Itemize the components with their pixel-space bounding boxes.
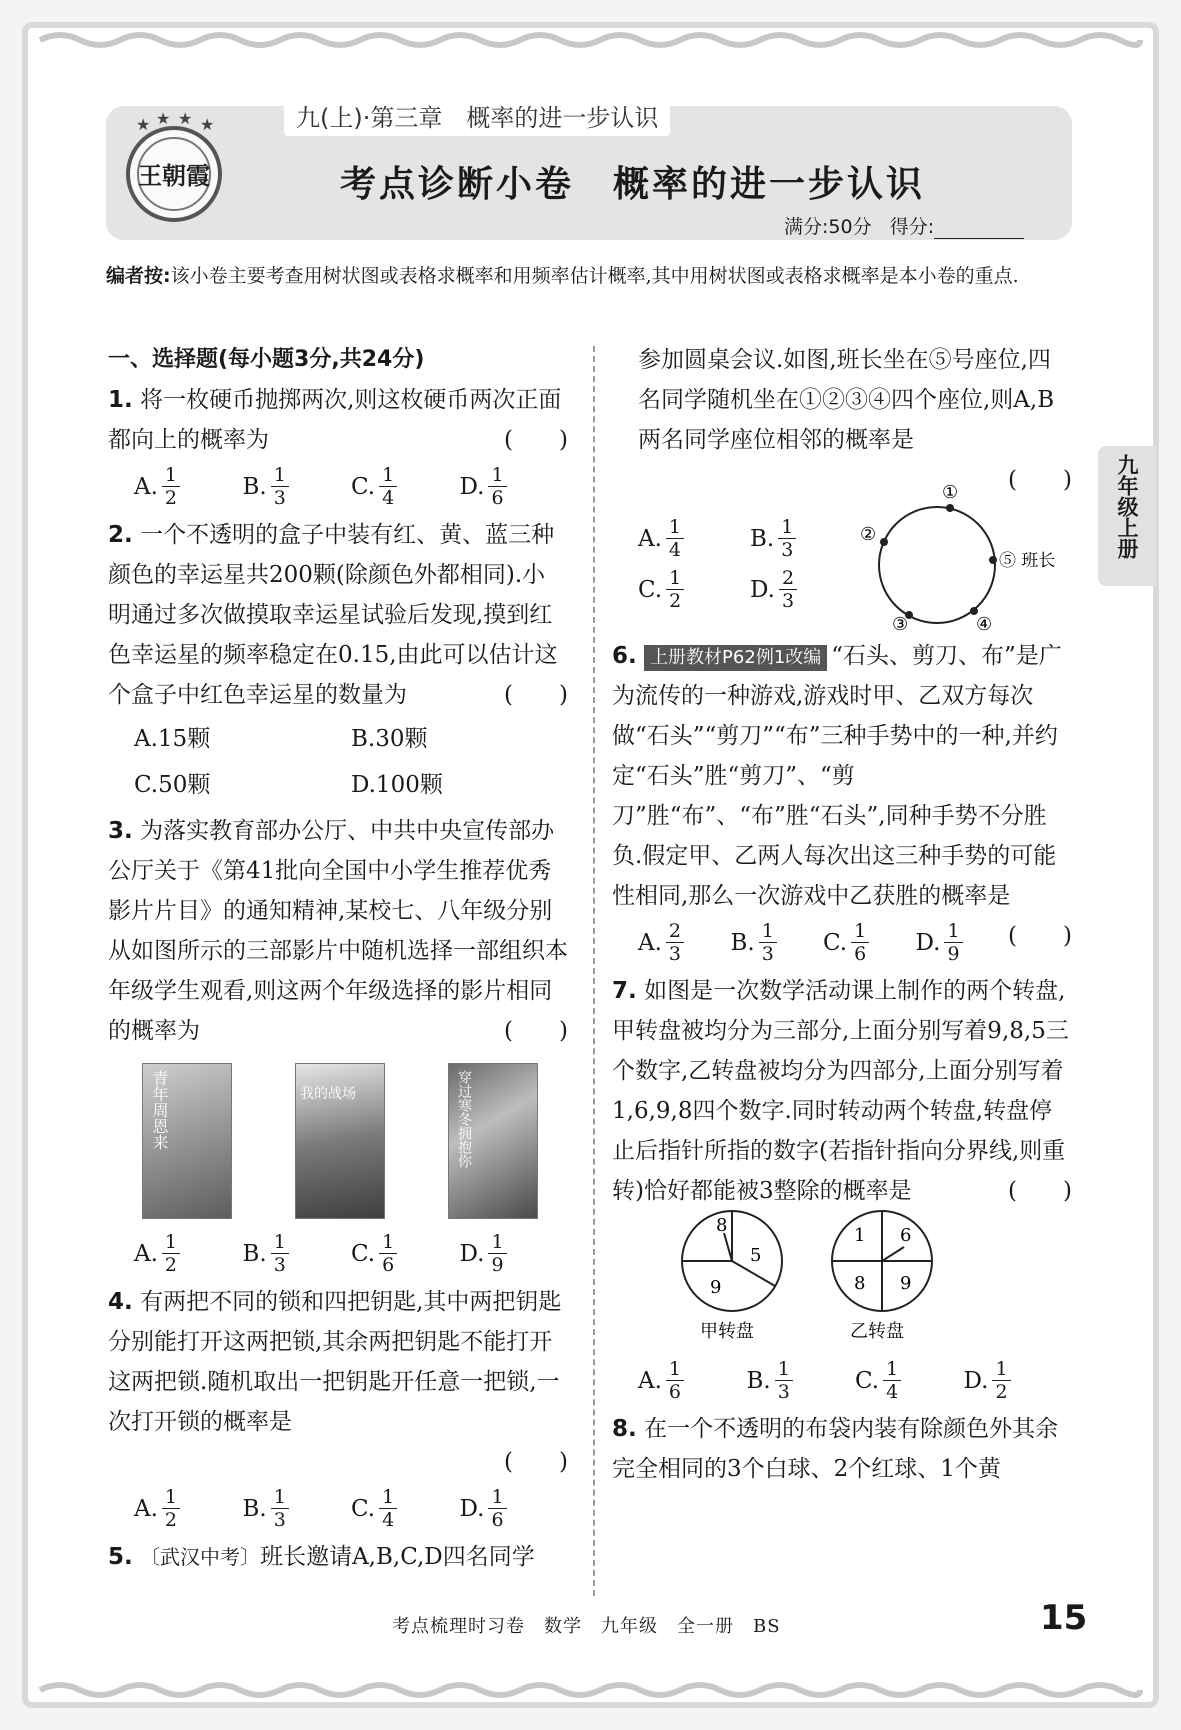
question-2 (108, 515, 568, 715)
seat-1: ① (942, 482, 959, 503)
score-blank[interactable] (934, 220, 1024, 239)
grade-side-tab: 九年级上册 (1098, 446, 1156, 586)
question-text: 参加圆桌会议.如图,班长坐在⑤号座位,四名同学随机坐在①②③④四个座位,则A,B两名同学座位相邻的概率是 (638, 347, 1055, 453)
seat-3: ③ (892, 614, 909, 635)
svg-text:6: 6 (900, 1225, 912, 1246)
options-q2-row2 (108, 765, 568, 805)
question-number: 4. (108, 1289, 133, 1315)
svg-text:8: 8 (854, 1273, 866, 1294)
option-b[interactable]: B. $\frac{1}{3}$ (750, 516, 862, 561)
option-d[interactable]: D. $\frac{1}{2}$ (964, 1358, 1073, 1403)
question-number: 8. (612, 1416, 637, 1442)
question-4 (108, 1282, 568, 1482)
score-box (784, 212, 1024, 239)
option-b[interactable]: B. $\frac{1}{3}$ (243, 464, 352, 509)
options-q5-row2 (612, 567, 862, 612)
option-a[interactable]: A.15颗 (134, 726, 211, 752)
answer-paren[interactable]: ( ) (504, 1018, 568, 1044)
question-1 (108, 380, 568, 460)
question-text: 在一个不透明的布袋内装有除颜色外其余完全相同的3个白球、2个红球、1个黄 (612, 1416, 1059, 1482)
question-text: 班长邀请A,B,C,D四名同学 (260, 1544, 535, 1570)
svg-text:★: ★ (200, 115, 215, 134)
question-8 (612, 1409, 1072, 1489)
option-d[interactable]: D. $\frac{1}{9}$ (460, 1231, 569, 1276)
option-d[interactable]: D. $\frac{2}{3}$ (750, 567, 862, 612)
options-q5-row1 (612, 516, 862, 561)
answer-paren[interactable]: ( ) (504, 1449, 568, 1475)
options-q4 (108, 1486, 568, 1531)
option-b[interactable]: B. $\frac{1}{3}$ (243, 1231, 352, 1276)
poster-1: 青年周恩来 (142, 1063, 232, 1219)
option-c[interactable]: C.50颗 (134, 772, 211, 798)
question-5-start (108, 1537, 568, 1577)
question-text: 为落实教育部办公厅、中共中央宣传部办公厅关于《第41批向全国中小学生推荐优秀影片片目》的通知精神,某校七、八年级分别从如图所示的三部影片中随机选择一部组织本年级学生观看,则这两个年级选择的影片相同的概率为 (108, 818, 568, 1044)
question-number: 7. (612, 978, 637, 1004)
question-3 (108, 811, 568, 1051)
option-c[interactable]: C. $\frac{1}{4}$ (855, 1358, 964, 1403)
option-d[interactable]: D. $\frac{1}{9}$ (916, 920, 1009, 965)
options-q1 (108, 464, 568, 509)
svg-text:王朝霞: 王朝霞 (138, 161, 210, 190)
question-number: 6. (612, 643, 637, 669)
left-column (108, 340, 568, 1577)
option-b[interactable]: B.30颗 (351, 726, 428, 752)
section-title: 一、选择题(每小题3分,共24分) (108, 347, 425, 372)
question-text: “石头、剪刀、布”是广为流传的一种游戏,游戏时甲、乙双方每次做“石头”“剪刀”“布”三种手势中的一种,并约定“石头”胜“剪刀”、“剪刀”胜“布”、“布”胜“石头”,同种手势不分胜负.假定甲、乙两人每次出这三种手势的可能性相同,那么一次游戏中乙获胜的概率是 (612, 643, 1062, 909)
question-text: 如图是一次数学活动课上制作的两个转盘,甲转盘被均分为三部分,上面分别写着9,8,5三个数字,乙转盘被均分为四部分,上面分别写着1,6,9,8四个数字.同时转动两个转盘,转盘停止后指针所指的数字(若指针指向分界线,则重转)恰好都能被3整除的概率是 (612, 978, 1069, 1204)
answer-paren[interactable]: ( ) (1008, 467, 1072, 493)
svg-text:★: ★ (136, 115, 151, 134)
q5-options-and-figure (612, 482, 1072, 635)
option-b[interactable]: B. $\frac{1}{3}$ (243, 1486, 352, 1531)
answer-paren[interactable]: ( ) (504, 682, 568, 708)
option-d[interactable]: D. $\frac{1}{6}$ (460, 1486, 569, 1531)
spinners-figure (672, 1211, 1032, 1341)
question-number: 3. (108, 818, 133, 844)
question-7 (612, 971, 1072, 1211)
spinner-a-label: 甲转盘 (700, 1321, 754, 1342)
editor-note-label: 编者按: (106, 265, 171, 287)
option-b[interactable]: B. $\frac{1}{3}$ (747, 1358, 856, 1403)
footer-text: 考点梳理时习卷 数学 九年级 全一册 BS (392, 1616, 781, 1637)
question-source: 〔武汉中考〕 (140, 1545, 261, 1569)
option-b[interactable]: B. $\frac{1}{3}$ (731, 920, 824, 965)
paper-title: 考点诊断小卷 概率的进一步认识 (340, 164, 926, 205)
question-number: 1. (108, 387, 133, 413)
spinner-b (832, 1211, 932, 1342)
question-text: 有两把不同的锁和四把钥匙,其中两把钥匙分别能打开这两把锁,其余两把钥匙不能打开这两把锁.随机取出一把钥匙开任意一把锁,一次打开锁的概率是 (108, 1289, 562, 1435)
round-table-figure (860, 482, 1062, 635)
seat-5: ⑤ 班长 (999, 551, 1056, 571)
seat-2: ② (860, 524, 877, 545)
options-q7 (612, 1358, 1072, 1403)
question-text: 一个不透明的盒子中装有红、黄、蓝三种颜色的幸运星共200颗(除颜色外都相同).小明通过多次做摸取幸运星试验后发现,摸到红色幸运星的频率稳定在0.15,由此可以估计这个盒子中红色幸运星的数量为 (108, 522, 558, 708)
svg-text:9: 9 (710, 1277, 722, 1298)
svg-text:8: 8 (716, 1215, 728, 1236)
option-c[interactable]: C. $\frac{1}{4}$ (351, 1486, 460, 1531)
publisher-logo (116, 109, 232, 224)
svg-text:★: ★ (178, 109, 193, 128)
question-number: 2. (108, 522, 133, 548)
svg-text:9: 9 (900, 1273, 912, 1294)
spinner-b-label: 乙转盘 (850, 1321, 904, 1342)
option-a[interactable]: A. $\frac{1}{6}$ (638, 1358, 747, 1403)
svg-text:★: ★ (156, 109, 171, 128)
editor-note-text: 该小卷主要考查用树状图或表格求概率和用频率估计概率,其中用树状图或表格求概率是本小卷的重点. (170, 265, 1019, 287)
option-d[interactable]: D.100颗 (351, 772, 443, 798)
option-a[interactable]: A. $\frac{1}{2}$ (134, 464, 243, 509)
chapter-label: 九(上)·第三章 概率的进一步认识 (284, 100, 670, 136)
page-number: 15 (1040, 1598, 1088, 1638)
option-d[interactable]: D. $\frac{1}{6}$ (460, 464, 569, 509)
score-label: 得分: (889, 216, 935, 238)
editor-note (106, 260, 1076, 292)
option-a[interactable]: A. $\frac{1}{2}$ (134, 1231, 243, 1276)
right-column (612, 340, 1072, 1489)
answer-paren[interactable]: ( ) (1008, 923, 1072, 949)
svg-text:1: 1 (854, 1225, 866, 1246)
spinner-a (682, 1211, 782, 1342)
option-a[interactable]: A. $\frac{2}{3}$ (638, 920, 731, 965)
options-q6 (612, 920, 1008, 965)
answer-paren[interactable]: ( ) (504, 427, 568, 453)
answer-paren[interactable]: ( ) (1008, 1178, 1072, 1204)
option-c[interactable]: C. $\frac{1}{2}$ (638, 567, 750, 612)
column-divider (593, 346, 595, 1596)
option-c[interactable]: C. $\frac{1}{4}$ (351, 464, 460, 509)
question-text: 将一枚硬币抛掷两次,则这枚硬币两次正面都向上的概率为 (108, 387, 562, 453)
option-c[interactable]: C. $\frac{1}{6}$ (351, 1231, 460, 1276)
options-q3 (108, 1231, 568, 1276)
full-score: 满分:50分 (784, 216, 872, 238)
options-q2-row1 (108, 719, 568, 759)
option-a[interactable]: A. $\frac{1}{2}$ (134, 1486, 243, 1531)
option-a[interactable]: A. $\frac{1}{4}$ (638, 516, 750, 561)
question-number: 5. (108, 1544, 133, 1570)
poster-3: 穿过寒冬拥抱你 (448, 1063, 538, 1219)
svg-text:5: 5 (750, 1245, 762, 1266)
movie-posters (108, 1051, 568, 1227)
poster-2: 我的战场 (295, 1063, 385, 1219)
seat-4: ④ (976, 614, 993, 635)
option-c[interactable]: C. $\frac{1}{6}$ (823, 920, 916, 965)
textbook-tag: 上册教材P62例1改编 (644, 645, 827, 671)
question-5-cont (612, 340, 1072, 500)
